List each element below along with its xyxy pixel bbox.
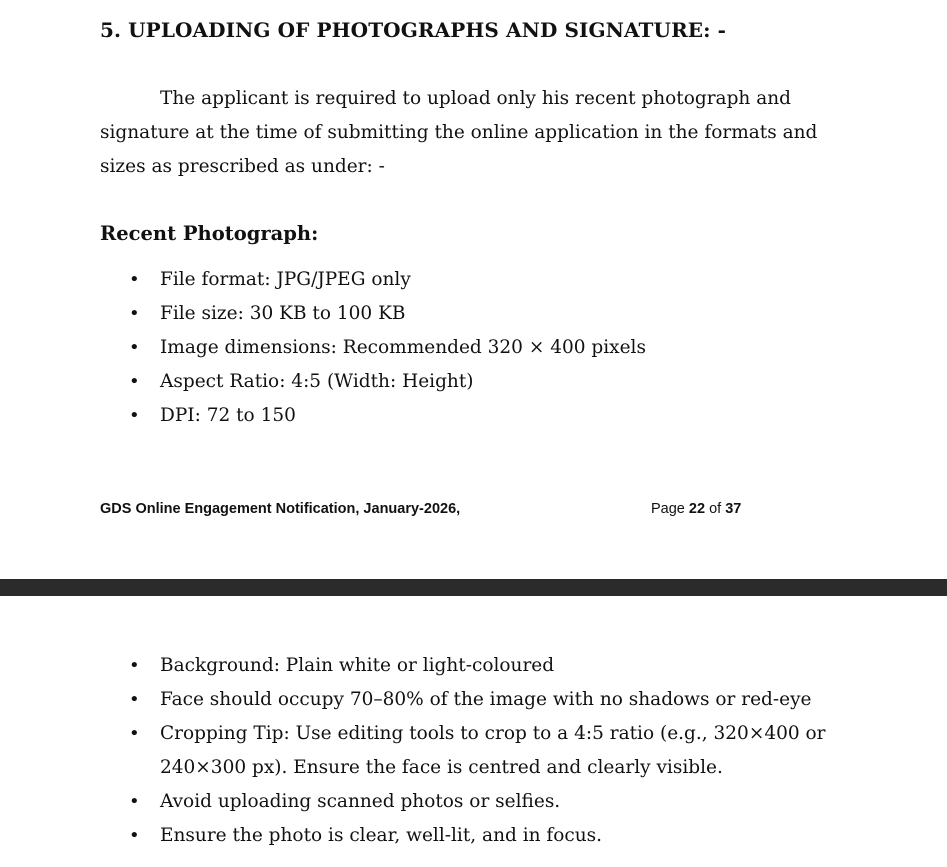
footer-page-number: [651, 501, 741, 517]
list-item-text: Aspect Ratio: 4:5 (Width: Height): [160, 371, 474, 392]
list-item: [100, 683, 870, 717]
bullet-icon: •: [129, 723, 140, 744]
intro-paragraph: The applicant is required to upload only his recent photograph and signature at the time of submitting the online application in the formats and sizes as prescribed as under: -: [100, 88, 818, 177]
section-heading: 5. UPLOADING OF PHOTOGRAPHS AND SIGNATURE: -: [100, 18, 727, 42]
bullet-icon: •: [129, 405, 140, 426]
list-item-text: DPI: 72 to 150: [160, 405, 296, 426]
page-separator: [0, 579, 947, 596]
page-label: Page: [651, 501, 685, 517]
list-item: [100, 717, 870, 785]
list-item: [100, 785, 870, 819]
footer-title: GDS Online Engagement Notification, January-2026,: [100, 501, 461, 517]
list-item-text: Image dimensions: Recommended 320 × 400 pixels: [160, 337, 646, 358]
photograph-requirements-list: [100, 263, 870, 433]
list-item: [100, 365, 870, 399]
list-item: [100, 649, 870, 683]
list-item-text: Face should occupy 70–80% of the image with no shadows or red-eye: [160, 689, 812, 710]
list-item-text: Avoid uploading scanned photos or selfies.: [160, 791, 561, 812]
of-label: of: [709, 501, 722, 517]
list-item-text: Background: Plain white or light-coloured: [160, 655, 555, 676]
bullet-icon: •: [129, 303, 140, 324]
list-item: [100, 331, 870, 365]
list-item: [100, 297, 870, 331]
list-item: [100, 399, 870, 433]
total-pages: 37: [725, 501, 742, 517]
bullet-icon: •: [129, 269, 140, 290]
bullet-icon: •: [129, 337, 140, 358]
list-item: [100, 263, 870, 297]
bullet-icon: •: [129, 791, 140, 812]
bullet-icon: •: [129, 655, 140, 676]
bullet-icon: •: [129, 825, 140, 846]
list-item-text: Ensure the photo is clear, well-lit, and in focus.: [160, 825, 603, 846]
recent-photograph-heading: Recent Photograph:: [100, 222, 319, 245]
document-page-23: [0, 596, 947, 867]
list-item-text: File size: 30 KB to 100 KB: [160, 303, 406, 324]
bullet-icon: •: [129, 689, 140, 710]
list-item-text: Cropping Tip: Use editing tools to crop to a 4:5 ratio (e.g., 320×400 or 240×300 px). Ensure the face is centred and clearly visible.: [160, 723, 826, 778]
list-item-text: File format: JPG/JPEG only: [160, 269, 411, 290]
bullet-icon: •: [129, 371, 140, 392]
photograph-guidelines-list: [100, 649, 870, 853]
current-page: 22: [688, 501, 706, 517]
list-item: [100, 819, 870, 853]
